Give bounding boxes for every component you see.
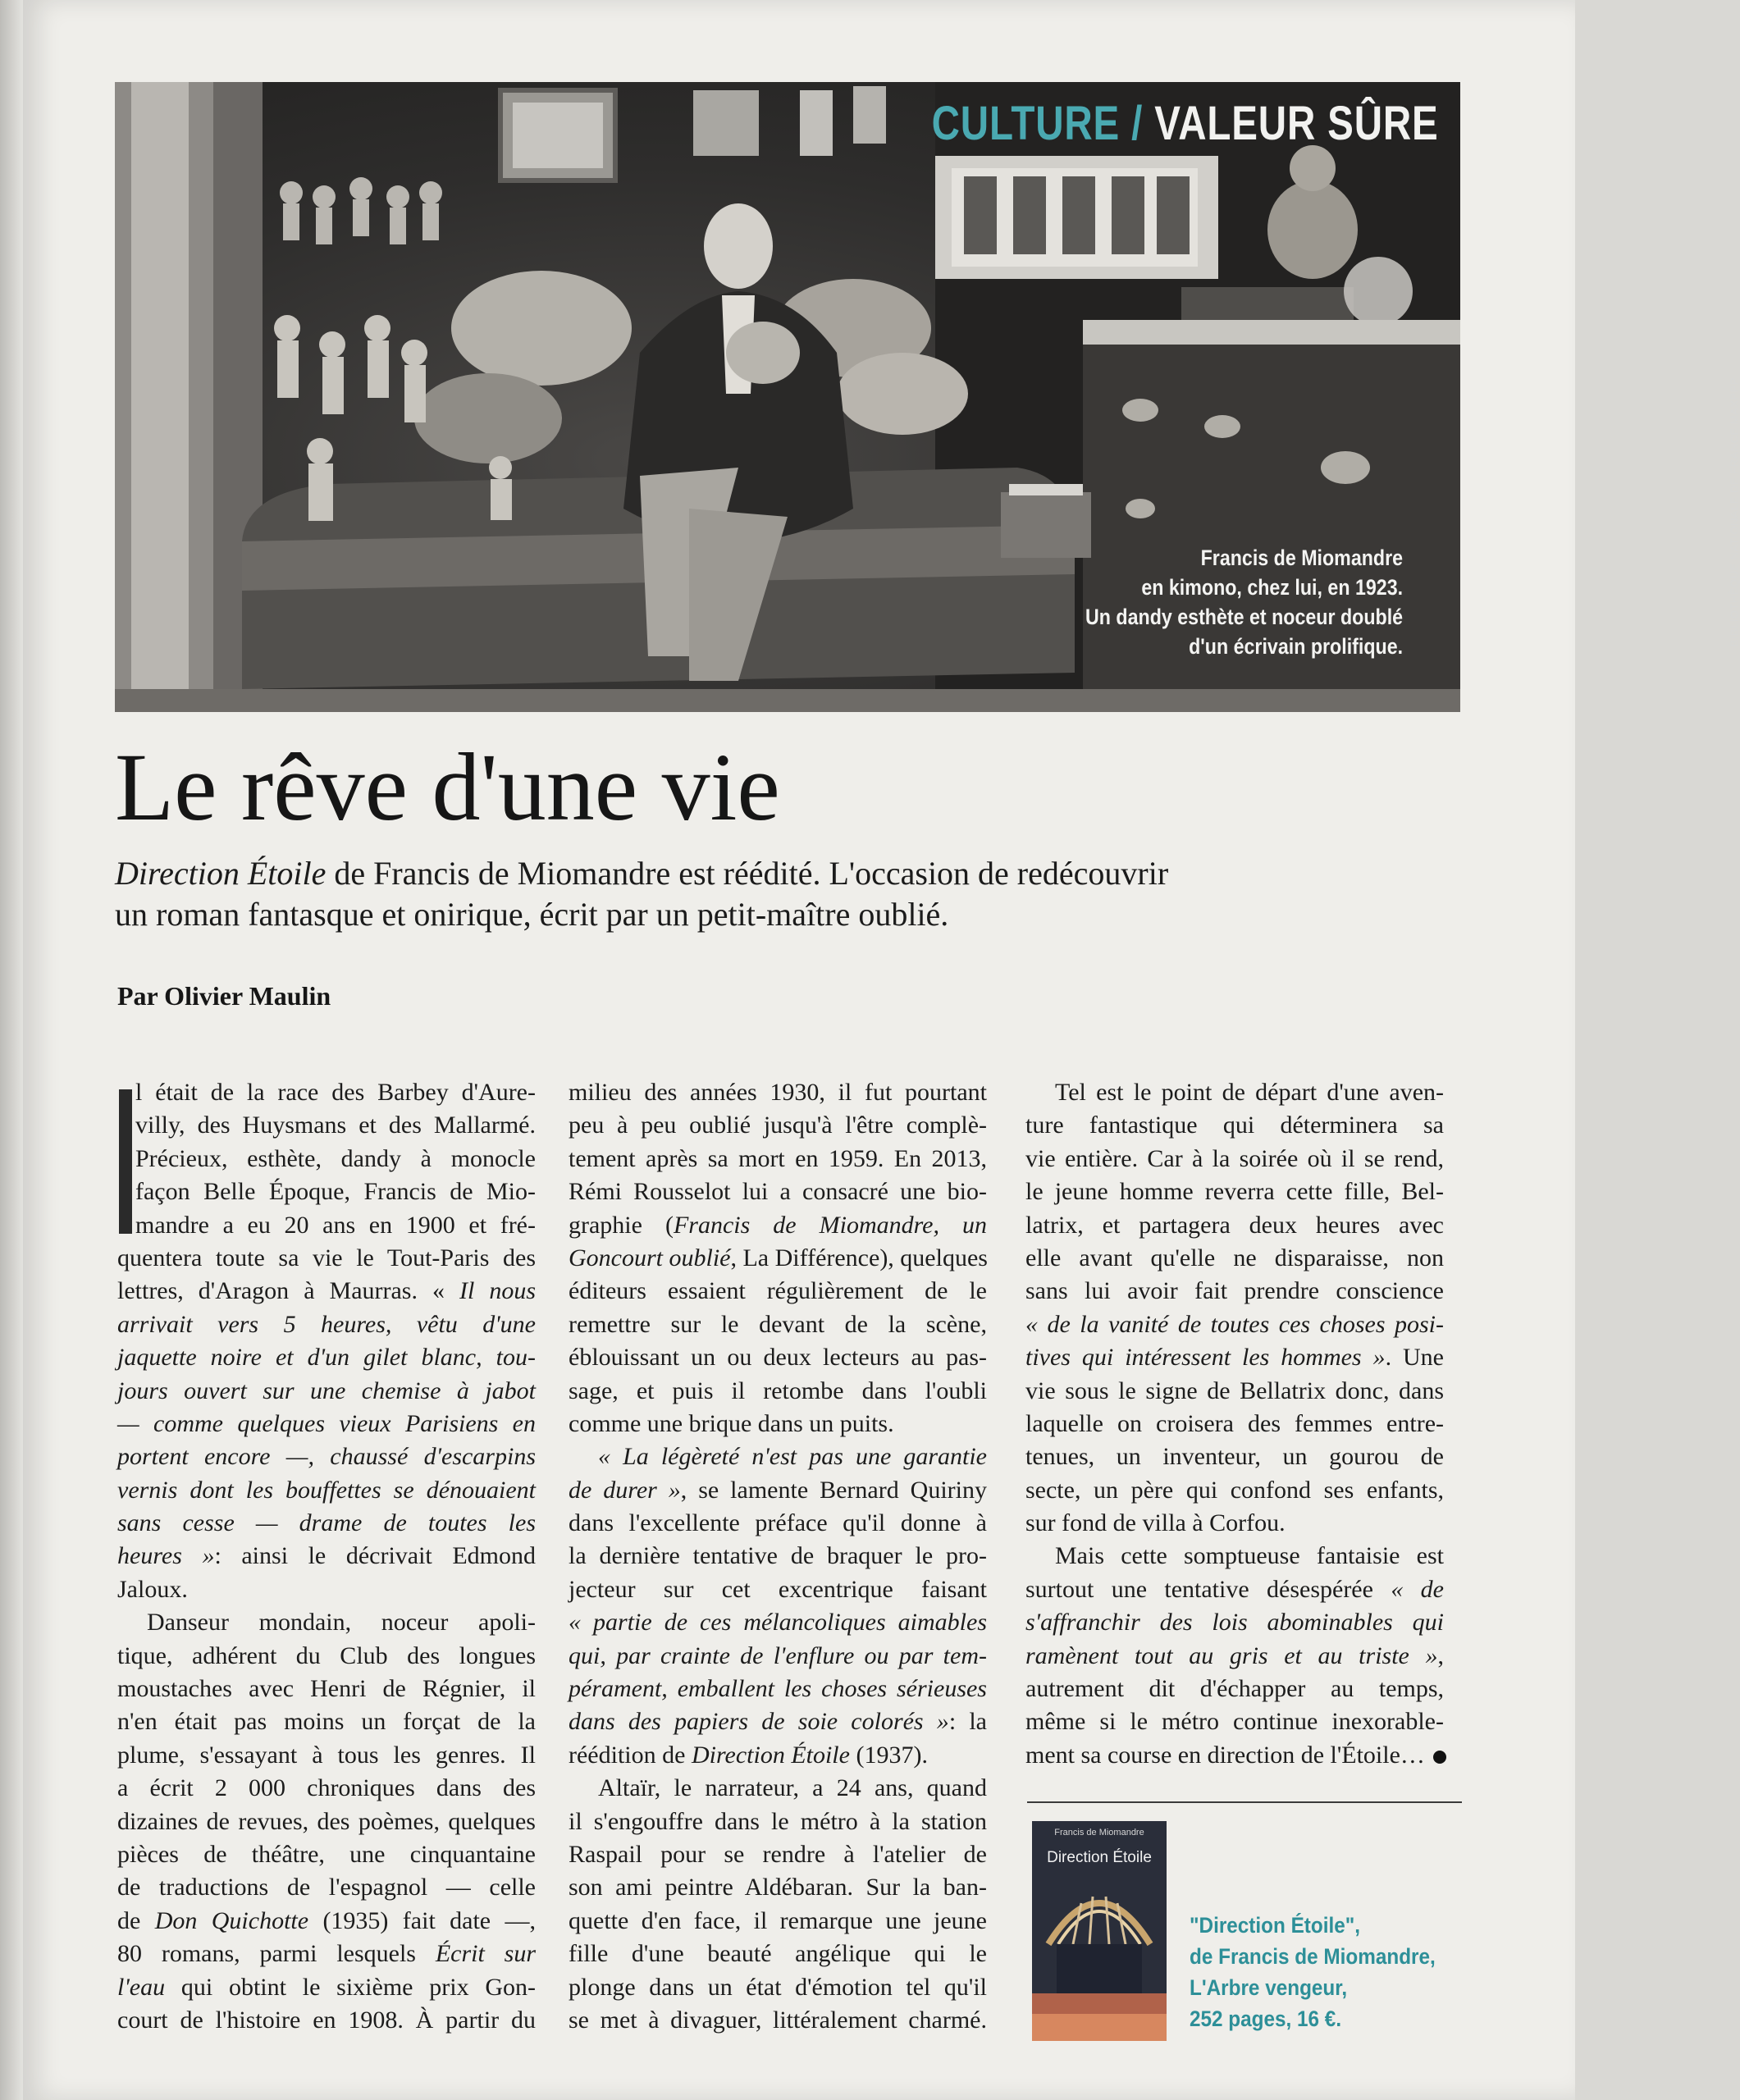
caption-line: Francis de Miomandre — [1200, 546, 1403, 570]
body-line: la dernière tentative de braquer le pro- — [569, 1542, 987, 1570]
book-info-line: "Direction Étoile", — [1190, 1913, 1361, 1938]
quote-text: pérament, emballent les choses sérieuses — [569, 1675, 987, 1703]
rubric-separator: / — [1131, 97, 1144, 150]
body-line: sans lui avoir fait prendre conscience — [1025, 1277, 1444, 1305]
article-column-3 — [1025, 1076, 1444, 1772]
body-text: : la — [948, 1708, 987, 1736]
book-info-line: L'Arbre vengeur, — [1190, 1975, 1348, 2000]
body-line: remettre sur le devant de la scène, — [569, 1310, 987, 1338]
quote-text: sans cesse — drame de toutes les — [117, 1509, 536, 1537]
cover-illustration — [1032, 1821, 1167, 2041]
body-line: villy, des Huysmans et des Mallarmé. — [135, 1112, 536, 1139]
body-line — [117, 1905, 536, 1938]
body-line: secte, un père qui confond ses enfants, — [1025, 1476, 1444, 1504]
body-line — [1025, 1739, 1444, 1772]
quote-text: arrivait vers 5 heures, vêtu d'une — [117, 1310, 536, 1338]
caption-line: en kimono, chez lui, en 1923. — [1141, 575, 1403, 600]
cover-title: Direction Étoile — [1047, 1849, 1152, 1866]
body-line: Jaloux. — [117, 1575, 188, 1603]
body-line — [1025, 1341, 1444, 1374]
page-gutter-shadow — [0, 0, 25, 2100]
body-text: (1935) fait date —, — [308, 1906, 537, 1934]
body-text: ment sa course en direction de l'Étoile… — [1025, 1741, 1425, 1769]
body-line: moustaches avec Henri de Régnier, il — [117, 1675, 536, 1703]
book-title: Goncourt oublié — [569, 1244, 731, 1271]
photo-caption — [1085, 543, 1403, 661]
body-line: Altaïr, le narrateur, a 24 ans, quand — [598, 1774, 987, 1802]
body-line: dans l'excellente préface qu'il donne à — [569, 1509, 987, 1537]
body-line — [569, 1606, 987, 1639]
quote-text: qui, par crainte de l'enflure ou par tem- — [569, 1641, 987, 1669]
body-line: Rémi Rousselot lui a consacré une bio- — [569, 1178, 987, 1206]
standfirst-text: un roman fantasque et onirique, écrit par un petit-maître oublié. — [115, 896, 949, 933]
body-line: n'en était pas moins un forçat de la — [117, 1708, 536, 1736]
body-line — [117, 1540, 536, 1573]
quote-text: — comme quelques vieux Parisiens en — [117, 1409, 536, 1437]
body-line: sage, et puis il retombe dans l'oubli — [569, 1376, 987, 1404]
body-line — [569, 1705, 987, 1738]
body-line: mandre a eu 20 ans en 1900 et fré- — [135, 1211, 536, 1239]
quote-text: « partie de ces mélancoliques aimables — [569, 1609, 987, 1637]
body-text: : ainsi le décrivait Edmond — [214, 1542, 537, 1570]
body-line — [569, 1673, 987, 1705]
body-text: (1937). — [849, 1741, 928, 1769]
box-divider — [1027, 1801, 1462, 1803]
body-line: Danseur mondain, noceur apoli- — [147, 1609, 536, 1637]
body-line — [117, 1341, 536, 1374]
body-line: plume, s'essayant à tous les genres. Il — [117, 1741, 536, 1769]
body-line: tique, adhérent du Club des longues — [117, 1641, 536, 1669]
body-line: fille d'une beauté angélique qui le — [569, 1940, 987, 1968]
body-text: lettres, d'Aragon à Maurras. « — [117, 1277, 445, 1305]
body-line: quette d'en face, il remarque une jeune — [569, 1906, 987, 1934]
body-line — [569, 1242, 987, 1275]
quote-text: « de la vanité de toutes ces choses posi- — [1025, 1310, 1444, 1338]
cover-author: Francis de Miomandre — [1054, 1828, 1144, 1838]
body-line — [117, 1971, 536, 2004]
body-line: milieu des années 1930, il fut pourtant — [569, 1079, 987, 1106]
body-line: éditeurs essaient régulièrement de le — [569, 1277, 987, 1305]
quote-text: dans des papiers de soie colorés » — [569, 1708, 949, 1736]
body-line — [117, 1308, 536, 1341]
book-title: Écrit sur — [435, 1940, 536, 1968]
rubric-subsection: VALEUR SÛRE — [1154, 97, 1439, 150]
article-column-2 — [569, 1076, 987, 2037]
body-line: l était de la race des Barbey d'Aure- — [135, 1079, 536, 1106]
body-line — [117, 1275, 536, 1308]
body-line: vie entière. Car à la soirée où il se rend, — [1025, 1144, 1444, 1172]
body-line — [117, 1440, 536, 1473]
body-line: pièces de théâtre, une cinquantaine — [117, 1840, 536, 1868]
book-cover — [1032, 1821, 1167, 2041]
body-line: court de l'histoire en 1908. À partir du — [117, 2006, 536, 2034]
body-line — [569, 1440, 987, 1473]
body-line — [117, 1375, 536, 1408]
body-line: façon Belle Époque, Francis de Mio- — [135, 1178, 536, 1206]
body-text: graphie ( — [569, 1211, 674, 1239]
body-line: sur fond de villa à Corfou. — [1025, 1509, 1286, 1537]
quote-text: « de — [1391, 1575, 1444, 1603]
quote-text: ramènent tout au gris et au triste » — [1025, 1641, 1438, 1669]
book-info-box — [1029, 1818, 1464, 2048]
body-line: son ami peintre Aldébaran. Sur la ban- — [569, 1874, 987, 1901]
body-text: réédition de — [569, 1741, 692, 1769]
body-text: de — [117, 1906, 155, 1934]
quote-text: vernis dont les bouffettes se dénouaient — [117, 1476, 536, 1504]
article-standfirst — [115, 853, 1395, 935]
quote-text: s'affranchir des lois abominables qui — [1025, 1609, 1444, 1637]
quote-text: Il nous — [459, 1277, 537, 1305]
body-line: tenues, un inventeur, un gourou de — [1025, 1443, 1444, 1471]
body-line — [569, 1640, 987, 1673]
article-photo — [115, 82, 1460, 712]
body-line: Raspail pour se rendre à l'atelier de — [569, 1840, 987, 1868]
standfirst-book-title: Direction Étoile — [115, 855, 327, 892]
quote-text: jours ouvert sur une chemise à jabot — [117, 1376, 536, 1404]
body-line — [117, 1507, 536, 1540]
body-text: qui obtint le sixième prix Gon- — [165, 1973, 536, 2001]
body-line: tement après sa mort en 1959. En 2013, — [569, 1144, 987, 1172]
book-title: Direction Étoile — [691, 1741, 850, 1769]
body-line: peu à peu oublié jusqu'à l'être complè- — [569, 1112, 987, 1139]
body-text: . Une — [1385, 1344, 1444, 1372]
body-line: le jeune homme reverra cette fille, Bel- — [1025, 1178, 1444, 1206]
quote-text: tives qui intéressent les hommes » — [1025, 1344, 1386, 1372]
body-line: laquelle on croisera des femmes entre- — [1025, 1409, 1444, 1437]
book-title: Don Quichotte — [154, 1906, 309, 1934]
book-details — [1190, 1910, 1436, 2034]
body-line: même si le métro continue inexorable- — [1025, 1708, 1444, 1736]
body-line — [117, 1474, 536, 1507]
body-line: plonge dans un état d'émotion tel qu'il — [569, 1973, 987, 2001]
body-line: vie sous le signe de Bellatrix donc, dans — [1025, 1376, 1444, 1404]
body-line: Mais cette somptueuse fantaisie est — [1055, 1542, 1444, 1570]
body-line: ture fantastique qui déterminera sa — [1025, 1112, 1444, 1139]
caption-line: Un dandy esthète et noceur doublé — [1085, 605, 1403, 629]
article-column-1 — [117, 1076, 536, 2037]
section-rubric — [932, 97, 1439, 150]
quote-text: portent encore —, chaussé d'escarpins — [117, 1443, 536, 1471]
body-line: Tel est le point de départ d'une aven- — [1055, 1079, 1444, 1106]
body-line — [117, 1938, 536, 1970]
body-line: se met à divaguer, littéralement charmé. — [569, 2006, 987, 2034]
body-text: surtout une tentative désespérée — [1025, 1575, 1391, 1603]
body-line — [1025, 1640, 1444, 1673]
body-line: a écrit 2 000 chroniques dans des — [117, 1774, 536, 1802]
article-title: Le rêve d'une vie — [115, 733, 780, 841]
body-line — [117, 1408, 536, 1440]
body-line: il s'engouffre dans le métro à la station — [569, 1807, 987, 1835]
body-line: elle avant qu'elle ne disparaisse, non — [1025, 1244, 1444, 1271]
quote-text: heures » — [117, 1542, 215, 1570]
body-line: comme une brique dans un puits. — [569, 1409, 894, 1437]
standfirst-text: de Francis de Miomandre est réédité. L'occasion de redécouvrir — [326, 855, 1169, 892]
quote-text: jaquette noire et d'un gilet blanc, tou- — [117, 1344, 536, 1372]
book-title: l'eau — [117, 1973, 166, 2001]
body-line: dizaines de revues, des poèmes, quelques — [117, 1807, 536, 1835]
body-text: , se lamente Bernard Quiriny — [680, 1476, 987, 1504]
body-text: 80 romans, parmi lesquels — [117, 1940, 436, 1968]
body-line — [1025, 1573, 1444, 1606]
book-info-line: 252 pages, 16 €. — [1190, 2006, 1342, 2031]
body-line — [569, 1209, 987, 1242]
body-line: autrement dit d'échapper au temps, — [1025, 1675, 1444, 1703]
body-line: jecteur sur cet excentrique faisant — [569, 1575, 987, 1603]
body-text: , La Différence), quelques — [730, 1244, 988, 1271]
body-line — [1025, 1606, 1444, 1639]
body-line: Précieux, esthète, dandy à monocle — [135, 1144, 536, 1172]
byline: Par Olivier Maulin — [117, 981, 331, 1011]
body-line: éblouissant un ou deux lecteurs au pas- — [569, 1344, 987, 1372]
body-line — [569, 1739, 987, 1772]
body-line: latrix, et partagera deux heures avec — [1025, 1211, 1444, 1239]
quote-text: « La légèreté n'est pas une garantie — [598, 1443, 987, 1471]
body-line: quentera toute sa vie le Tout-Paris des — [117, 1244, 536, 1271]
end-mark — [1433, 1751, 1446, 1764]
caption-line: d'un écrivain prolifique. — [1189, 634, 1403, 659]
body-line — [1025, 1308, 1444, 1341]
rubric-section: CULTURE — [932, 97, 1121, 150]
photo-credit: BIBLIOTHÈQUE NATIONALE DE FRANCE MAXPPP — [1728, 377, 1740, 647]
book-title: Francis de Miomandre, un — [673, 1211, 987, 1239]
body-line: de traductions de l'espagnol — celle — [117, 1874, 536, 1901]
body-line — [569, 1474, 987, 1507]
book-info-line: de Francis de Miomandre, — [1190, 1944, 1436, 1969]
body-text: , — [1437, 1641, 1444, 1669]
quote-text: de durer » — [569, 1476, 681, 1504]
